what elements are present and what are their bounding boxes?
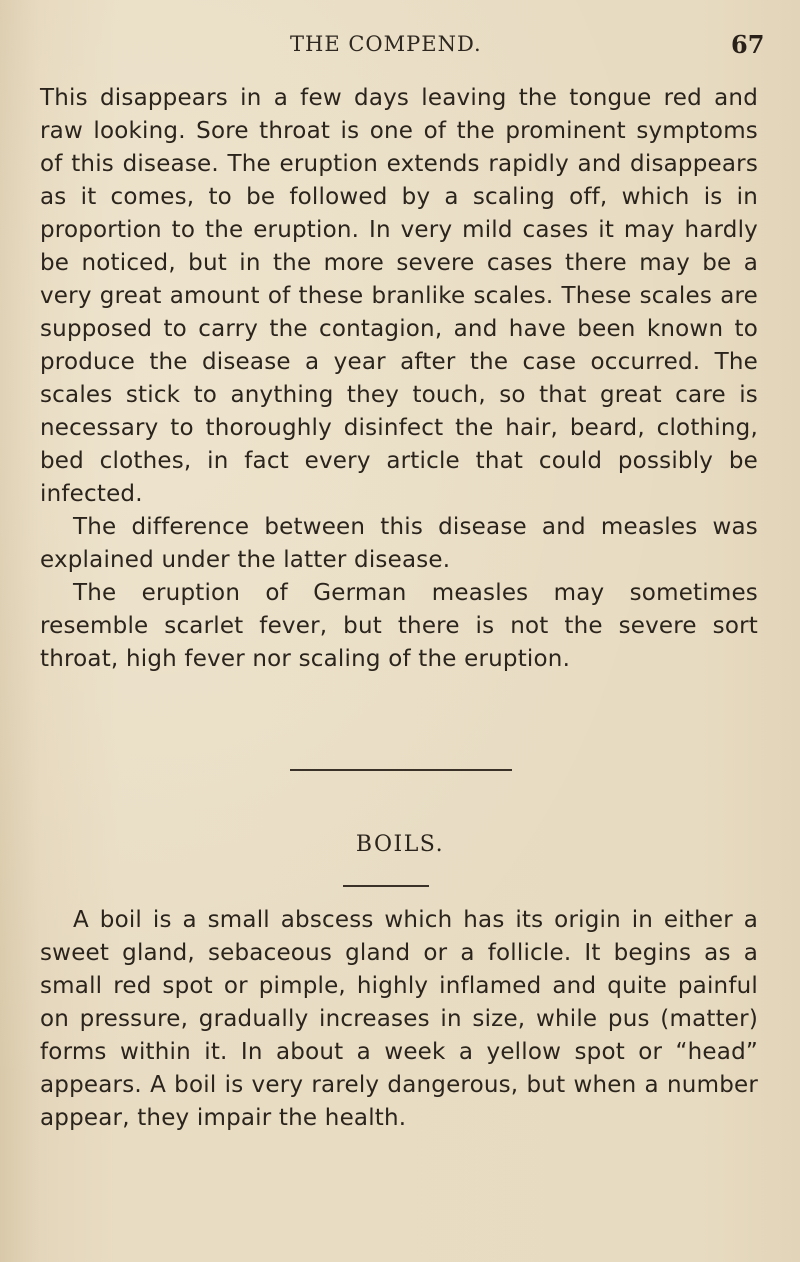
section-body-text	[40, 904, 758, 1135]
section-divider-top	[290, 769, 512, 771]
paragraph: The eruption of German measles may sometimes resemble scarlet fever, but there is not the severe sort throat, high fever nor scaling of the eruption.	[40, 580, 758, 672]
section-divider-bottom	[343, 885, 429, 887]
paragraph: The difference between this disease and measles was explained under the latter disease.	[40, 514, 758, 573]
page-header	[0, 26, 800, 62]
page-number: 67	[731, 30, 765, 59]
section-heading: BOILS.	[355, 832, 445, 857]
paragraph: A boil is a small abscess which has its origin in either a sweet gland, sebaceous gland or a follicle. It begins as a small red spot or pimple, highly inflamed and quite painful on pressure, gradually increases in size, while pus (matter) forms within it. In about a week a yellow spot or “head” appears. A boil is very rarely dangerous, but when a number appear, they impair the health.	[40, 907, 758, 1131]
body-text	[40, 82, 758, 676]
running-title: THE COMPEND.	[290, 32, 482, 56]
paragraph: This disappears in a few days leaving the tongue red and raw looking. Sore throat is one of the prominent symptoms of this disease. The eruption extends rapidly and disappears as it comes, to be followed by a scaling off, which is in proportion to the eruption. In very mild cases it may hardly be noticed, but in the more severe cases there may be a very great amount of these branlike scales. These scales are supposed to carry the contagion, and have been known to produce the disease a year after the case occurred. The scales stick to anything they touch, so that great care is necessary to thoroughly disinfect the hair, beard, clothing, bed clothes, in fact every article that could possibly be infected.	[40, 85, 758, 507]
